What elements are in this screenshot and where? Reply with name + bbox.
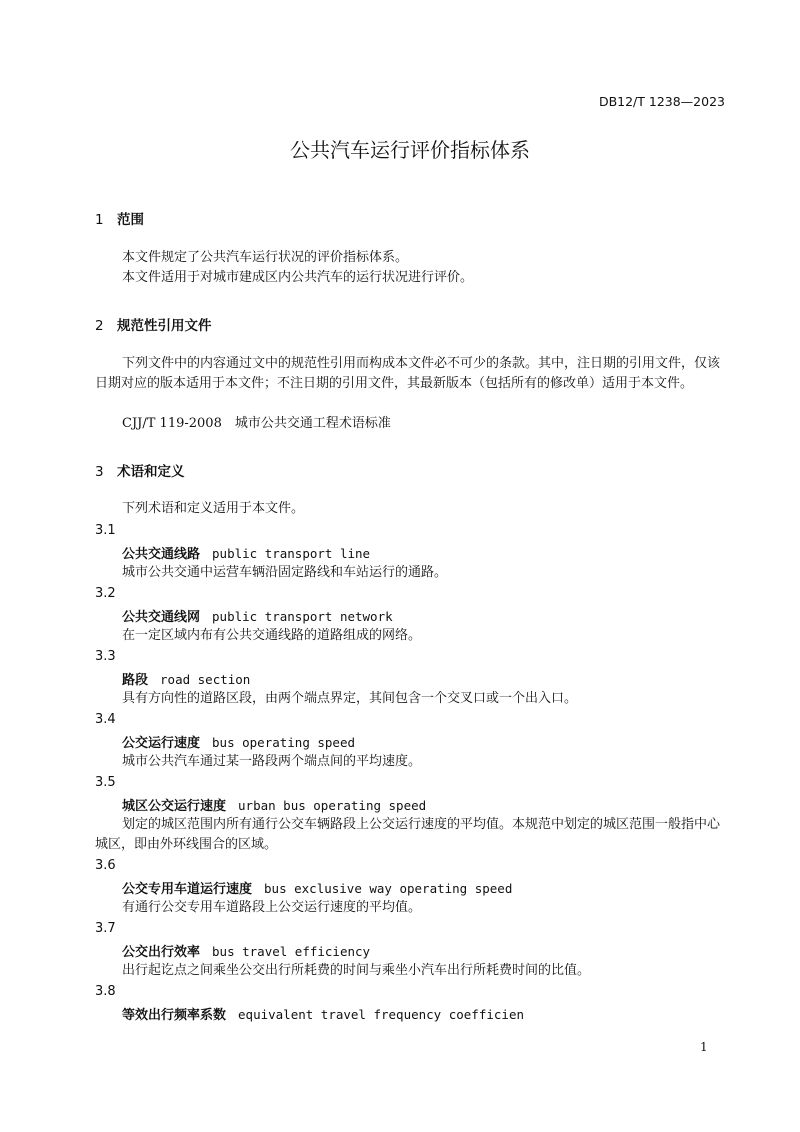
- section-number: 3: [95, 464, 104, 480]
- term-en: public transport line: [212, 546, 371, 561]
- term-definition: 在一定区域内布有公共交通线路的道路组成的网络。: [122, 628, 422, 643]
- term-name: [122, 941, 370, 960]
- section-title: 范围: [117, 212, 144, 228]
- term-en: equivalent travel frequency coefficien: [238, 1007, 524, 1022]
- term-name: [122, 732, 355, 751]
- standard-code: DB12/T 1238—2023: [598, 94, 725, 109]
- section-3-heading: [95, 460, 185, 480]
- term-en: bus operating speed: [212, 735, 356, 750]
- document-title: 公共汽车运行评价指标体系: [290, 138, 530, 162]
- paragraph: 下列文件中的内容通过文中的规范性引用而构成本文件必不可少的条款。其中，注日期的引用文件，仅该日期对应的版本适用于本文件；不注日期的引用文件，其最新版本（包括所有的修改单）适用于本文件。: [95, 356, 721, 391]
- term-number: 3.5: [95, 775, 116, 790]
- term-name: [122, 543, 370, 562]
- paragraph: 本文件规定了公共汽车运行状况的评价指标体系。: [122, 250, 409, 265]
- term-number: 3.8: [95, 984, 116, 999]
- term-number: 3.7: [95, 921, 116, 936]
- term-number: 3.1: [95, 523, 116, 538]
- paragraph: 下列术语和定义适用于本文件。: [122, 501, 305, 516]
- term-zh: 等效出行频率系数: [122, 1008, 227, 1023]
- page-number: 1: [700, 1040, 708, 1054]
- term-name: [122, 795, 426, 814]
- term-name: [122, 669, 250, 688]
- paragraph: 本文件适用于对城市建成区内公共汽车的运行状况进行评价。: [122, 270, 474, 285]
- section-1-heading: [95, 208, 144, 228]
- section-title: 规范性引用文件: [117, 318, 212, 334]
- term-definition: 有通行公交专用车道路段上公交运行速度的平均值。: [122, 900, 422, 915]
- term-en: bus travel efficiency: [212, 944, 371, 959]
- term-name: [122, 1004, 524, 1023]
- term-definition: 划定的城区范围内所有通行公交车辆路段上公交运行速度的平均值。本规范中划定的城区范围一般指中心城区，即由外环线围合的区域。: [95, 817, 721, 852]
- term-name: [122, 606, 393, 625]
- term-zh: 路段: [122, 673, 149, 688]
- term-en: public transport network: [212, 609, 393, 624]
- term-en: road section: [160, 672, 251, 687]
- term-en: bus exclusive way operating speed: [264, 881, 513, 896]
- term-definition: 城市公共汽车通过某一路段两个端点间的平均速度。: [122, 754, 422, 769]
- term-number: 3.3: [95, 649, 116, 664]
- term-zh: 公共交通线路: [122, 547, 201, 562]
- term-definition: 具有方向性的道路区段，由两个端点界定，其间包含一个交叉口或一个出入口。: [122, 691, 578, 706]
- term-en: urban bus operating speed: [238, 798, 427, 813]
- term-definition: 城市公共交通中运营车辆沿固定路线和车站运行的通路。: [122, 565, 448, 580]
- section-2-heading: [95, 314, 212, 334]
- normative-reference: CJJ/T 119-2008 城市公共交通工程术语标准: [122, 416, 391, 431]
- term-number: 3.6: [95, 858, 116, 873]
- term-number: 3.4: [95, 712, 116, 727]
- term-zh: 公交专用车道运行速度: [122, 882, 253, 897]
- section-title: 术语和定义: [117, 464, 185, 480]
- term-zh: 公交出行效率: [122, 945, 201, 960]
- section-number: 1: [95, 212, 104, 228]
- term-number: 3.2: [95, 586, 116, 601]
- term-definition: 出行起讫点之间乘坐公交出行所耗费的时间与乘坐小汽车出行所耗费时间的比值。: [122, 963, 591, 978]
- term-zh: 公交运行速度: [122, 736, 201, 751]
- term-zh: 公共交通线网: [122, 610, 201, 625]
- section-number: 2: [95, 318, 104, 334]
- term-zh: 城区公交运行速度: [122, 799, 227, 814]
- term-name: [122, 878, 512, 897]
